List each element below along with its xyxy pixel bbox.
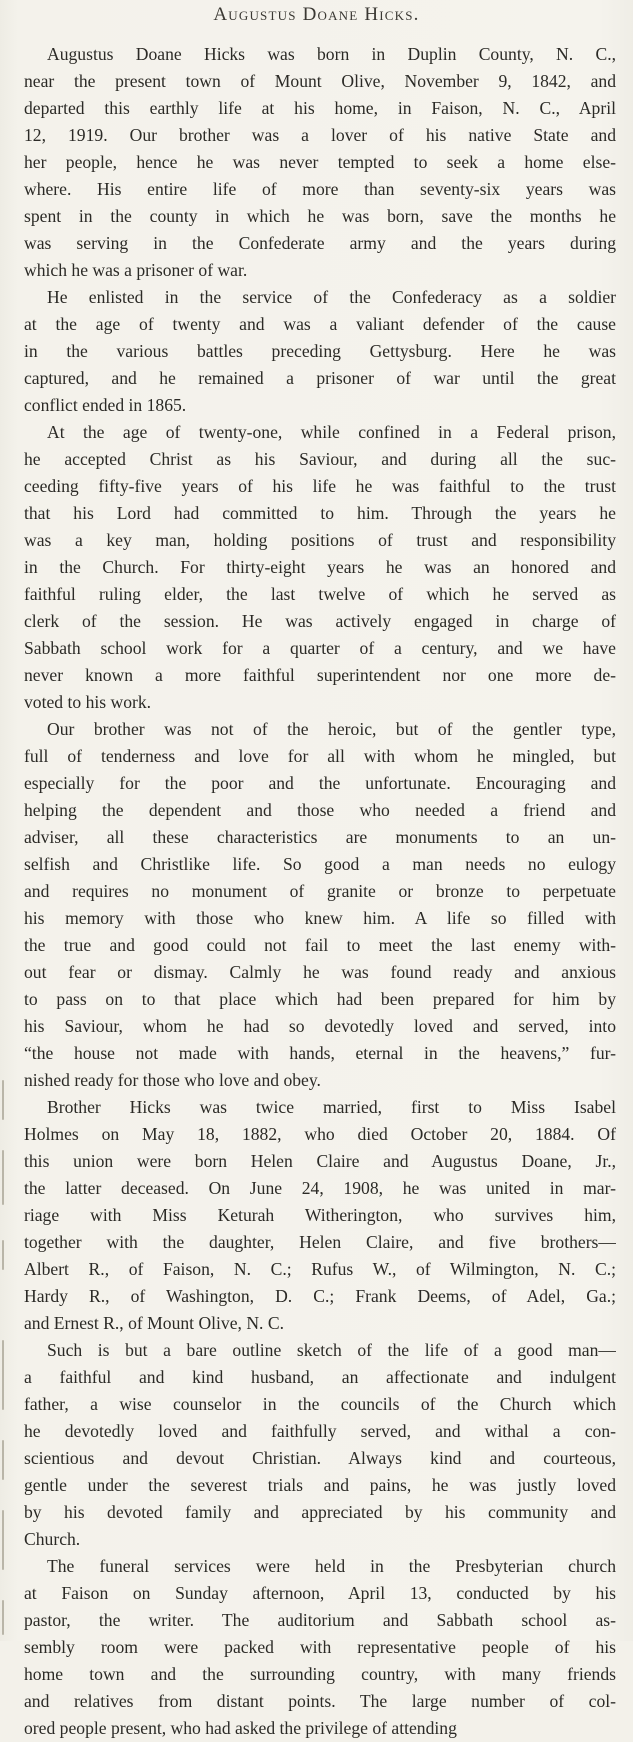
text-line: father, a wise counselor in the councils of the Church which — [24, 1394, 616, 1414]
paragraph — [24, 1337, 616, 1553]
text-line: together with the daughter, Helen Claire, and five brothers— — [24, 1232, 616, 1252]
text-line: and Ernest R., of Mount Olive, N. C. — [24, 1313, 284, 1333]
text-line: full of tenderness and love for all with whom he mingled, but — [24, 746, 616, 766]
text-line: “the house not made with hands, eternal in the heavens,” fur- — [24, 1043, 616, 1063]
text-line: Church. — [24, 1529, 81, 1549]
text-line: her people, hence he was never tempted to seek a home else- — [24, 152, 616, 172]
text-line: selfish and Christlike life. So good a man needs no eulogy — [24, 854, 616, 874]
text-line: Such is but a bare outline sketch of the life of a good man— — [47, 1340, 616, 1360]
text-line: in the Church. For thirty-eight years he was an honored and — [24, 557, 616, 577]
text-line: At the age of twenty-one, while confined in a Federal prison, — [47, 422, 616, 442]
text-line: at the age of twenty and was a valiant defender of the cause — [24, 314, 616, 334]
text-line: the latter deceased. On June 24, 1908, he was united in mar- — [24, 1178, 616, 1198]
paragraph — [24, 284, 616, 419]
text-line: his Saviour, whom he had so devotedly loved and served, into — [24, 1016, 616, 1036]
text-line: pastor, the writer. The auditorium and Sabbath school as- — [24, 1610, 616, 1630]
text-line: that his Lord had committed to him. Through the years he — [24, 503, 616, 523]
text-line: out fear or dismay. Calmly he was found ready and anxious — [24, 962, 616, 982]
text-line: departed this earthly life at his home, in Faison, N. C., April — [24, 98, 616, 118]
text-line: and requires no monument of granite or bronze to perpetuate — [24, 881, 616, 901]
text-line: never known a more faithful superintendent nor one more de- — [24, 665, 616, 685]
text-line: was serving in the Confederate army and the years during — [24, 233, 616, 253]
text-line: a faithful and kind husband, an affectionate and indulgent — [24, 1367, 616, 1387]
article-body — [24, 41, 616, 1742]
paragraph — [24, 419, 616, 716]
page-title: Augustus Doane Hicks. — [213, 4, 420, 25]
text-line: helping the dependent and those who needed a friend and — [24, 800, 616, 820]
text-line: his memory with those who knew him. A life so filled with — [24, 908, 616, 928]
text-line: ored people present, who had asked the privilege of attending — [24, 1718, 457, 1738]
text-line: especially for the poor and the unfortunate. Encouraging and — [24, 773, 616, 793]
text-line: gentle under the severest trials and pains, he was justly loved — [24, 1475, 616, 1495]
text-line: Augustus Doane Hicks was born in Duplin County, N. C., — [47, 44, 616, 64]
text-line: captured, and he remained a prisoner of war until the great — [24, 368, 616, 388]
text-line: where. His entire life of more than seventy-six years was — [24, 179, 616, 199]
paragraph — [24, 716, 616, 1094]
text-line: sembly room were packed with representative people of his — [24, 1637, 616, 1657]
text-line: was a key man, holding positions of trust and responsibility — [24, 530, 616, 550]
text-line: at Faison on Sunday afternoon, April 13, conducted by his — [24, 1583, 616, 1603]
text-line: conflict ended in 1865. — [24, 395, 187, 415]
text-line: he accepted Christ as his Saviour, and during all the suc- — [24, 449, 616, 469]
text-line: adviser, all these characteristics are monuments to an un- — [24, 827, 616, 847]
text-line: 12, 1919. Our brother was a lover of his native State and — [24, 125, 616, 145]
text-line: Holmes on May 18, 1882, who died October 20, 1884. Of — [24, 1124, 616, 1144]
text-line: to pass on to that place which had been prepared for him by — [24, 989, 616, 1009]
text-line: by his devoted family and appreciated by his community and — [24, 1502, 616, 1522]
text-line: nished ready for those who love and obey. — [24, 1070, 321, 1090]
binding-marks — [0, 1040, 6, 1640]
text-line: the true and good could not fail to meet the last enemy with- — [24, 935, 616, 955]
text-line: which he was a prisoner of war. — [24, 260, 248, 280]
text-line: clerk of the session. He was actively engaged in charge of — [24, 611, 616, 631]
text-line: faithful ruling elder, the last twelve of which he served as — [24, 584, 616, 604]
paragraph — [24, 1094, 616, 1337]
text-line: Albert R., of Faison, N. C.; Rufus W., of Wilmington, N. C.; — [24, 1259, 616, 1279]
text-line: he devotedly loved and faithfully served, and withal a con- — [24, 1421, 616, 1441]
text-line: near the present town of Mount Olive, November 9, 1842, and — [24, 71, 616, 91]
text-line: riage with Miss Keturah Witherington, who survives him, — [24, 1205, 616, 1225]
text-line: voted to his work. — [24, 692, 152, 712]
text-line: Hardy R., of Washington, D. C.; Frank Deems, of Adel, Ga.; — [24, 1286, 616, 1306]
text-line: Our brother was not of the heroic, but of the gentler type, — [47, 719, 616, 739]
text-line: home town and the surrounding country, with many friends — [24, 1664, 616, 1684]
text-line: He enlisted in the service of the Confederacy as a soldier — [47, 287, 616, 307]
paragraph — [24, 1553, 616, 1742]
text-line: ceeding fifty-five years of his life he was faithful to the trust — [24, 476, 616, 496]
text-line: this union were born Helen Claire and Augustus Doane, Jr., — [24, 1151, 616, 1171]
text-line: in the various battles preceding Gettysburg. Here he was — [24, 341, 616, 361]
text-line: Brother Hicks was twice married, first to Miss Isabel — [47, 1097, 616, 1117]
text-line: spent in the county in which he was born, save the months he — [24, 206, 616, 226]
text-line: Sabbath school work for a quarter of a century, and we have — [24, 638, 616, 658]
text-line: and relatives from distant points. The large number of col- — [24, 1691, 616, 1711]
paragraph — [24, 41, 616, 284]
text-line: scientious and devout Christian. Always kind and courteous, — [24, 1448, 616, 1468]
text-line: The funeral services were held in the Presbyterian church — [47, 1556, 616, 1576]
